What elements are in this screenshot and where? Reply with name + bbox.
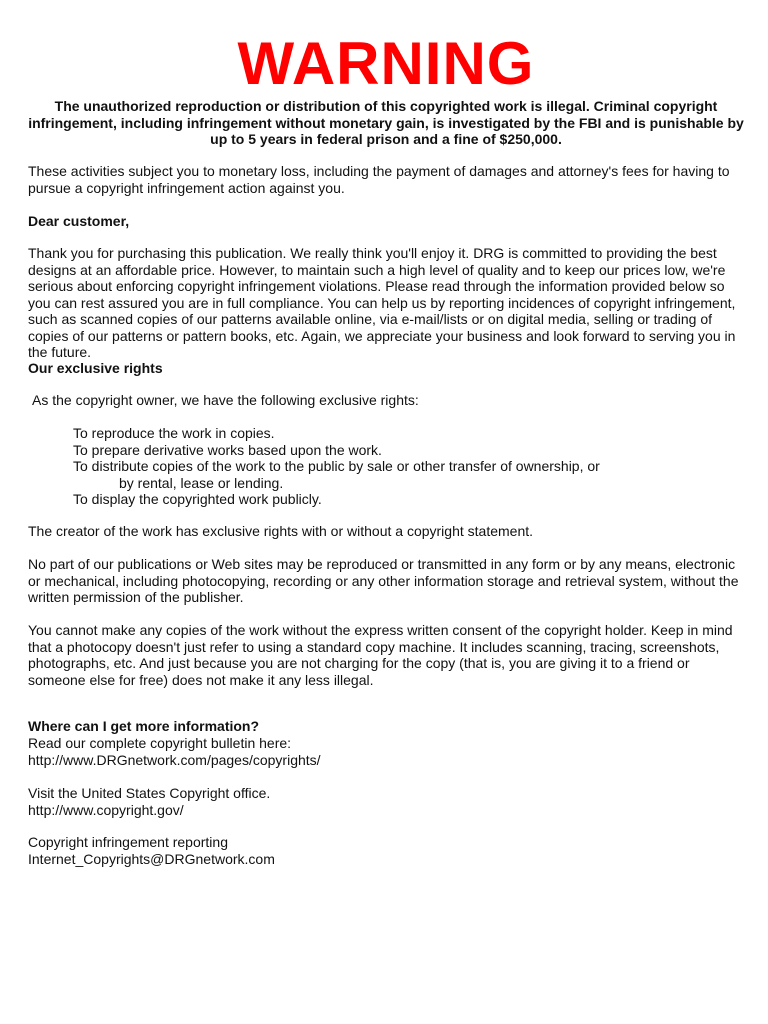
rights-list <box>28 425 744 508</box>
creator-note: The creator of the work has exclusive rights with or without a copyright statement. <box>28 523 534 539</box>
office-label: Visit the United States Copyright office. <box>28 785 271 801</box>
info-office <box>28 785 744 818</box>
warning-title: WARNING <box>237 30 535 97</box>
info-heading: Where can I get more information? <box>28 718 260 734</box>
rights-item: To prepare derivative works based upon the work. <box>73 441 382 458</box>
rights-item: To distribute copies of the work to the public by sale or other transfer of ownership, or <box>73 458 600 474</box>
bulletin-label: Read our complete copyright bulletin here: <box>28 735 292 751</box>
info-reporting <box>28 834 744 867</box>
reporting-email-link[interactable]: Internet_Copyrights@DRGnetwork.com <box>28 850 275 867</box>
rights-intro: As the copyright owner, we have the following exclusive rights: <box>32 392 419 408</box>
thank-you-paragraph: Thank you for purchasing this publication. We really think you'll enjoy it. DRG is committed to providing the best designs at an affordable price. However, to maintain such a high level of quality and to keep our prices low, we're serious about enforcing copyright infringement violations. Please read through the information provided below so you can rest assured you are in full compliance. You can help us by reporting incidences of copyright infringement, such as scanned copies of our patterns available online, via e-mail/lists or on digital media, selling or trading of copies of our patterns or pattern books, etc. Again, we appreciate your business and look forward to serving you in the future. <box>28 245 736 360</box>
bulletin-link[interactable]: http://www.DRGnetwork.com/pages/copyrights/ <box>28 751 321 768</box>
warning-subtitle: The unauthorized reproduction or distribution of this copyrighted work is illegal. Criminal copyright infringement, including infringement without monetary gain, is investigated by the FBI and is punishable by up to 5 years in federal prison and a fine of $250,000. <box>28 98 744 147</box>
office-link[interactable]: http://www.copyright.gov/ <box>28 801 184 818</box>
greeting: Dear customer, <box>28 213 130 229</box>
rights-item-continuation: by rental, lease or lending. <box>119 474 284 491</box>
no-part-paragraph: No part of our publications or Web sites may be reproduced or transmitted in any form or by any means, electronic or mechanical, including photocopying, recording or any other information storage and retrieval system, without the written permission of the publisher. <box>28 556 739 605</box>
rights-item: To display the copyrighted work publicly. <box>73 491 322 507</box>
reporting-label: Copyright infringement reporting <box>28 834 228 850</box>
rights-heading: Our exclusive rights <box>28 360 163 376</box>
rights-item: To reproduce the work in copies. <box>73 425 275 441</box>
info-bulletin <box>28 735 744 768</box>
no-copies-paragraph: You cannot make any copies of the work without the express written consent of the copyright holder. Keep in mind that a photocopy doesn't just refer to using a standard copy machine. It includes scanning, tracing, screenshots, photographs, etc. And just because you are not charging for the copy (that is, you are giving it to a friend or someone else for free) does not make it any less illegal. <box>28 622 733 688</box>
monetary-loss-paragraph: These activities subject you to monetary loss, including the payment of damages and attorney's fees for having to pursue a copyright infringement action against you. <box>28 163 730 196</box>
